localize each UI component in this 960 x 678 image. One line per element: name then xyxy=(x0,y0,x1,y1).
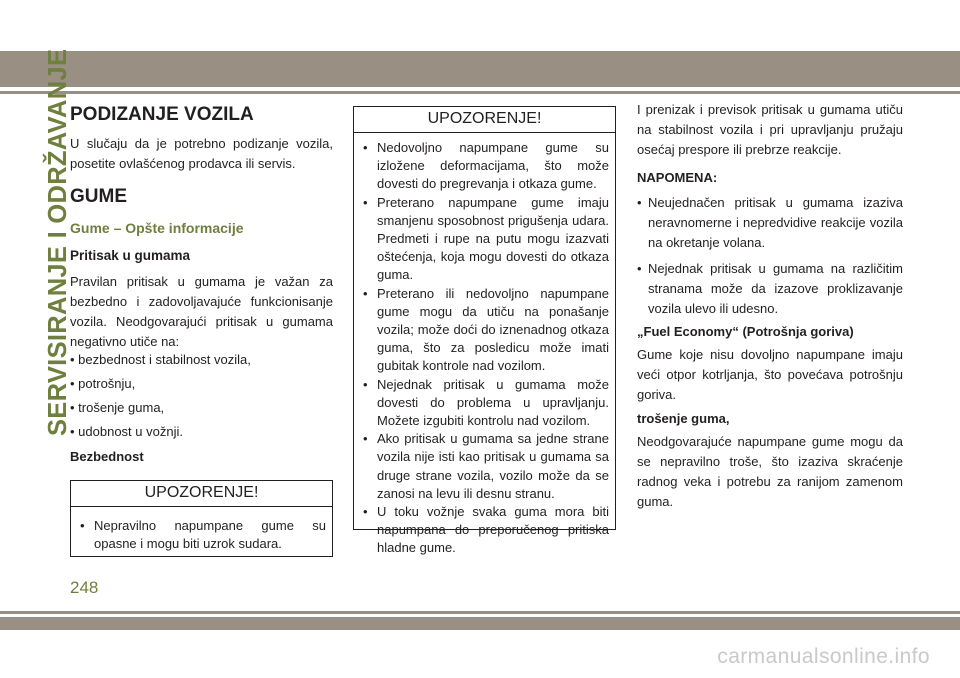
note-item: • Nejednak pritisak u gumama na različitim stranama može da izazove proklizavanje vozila ulevo ili udesno. xyxy=(637,259,903,319)
warning-title: UPOZORENJE! xyxy=(71,481,332,507)
header-band xyxy=(0,51,960,87)
warning-item: • U toku vožnje svaka guma mora biti napumpana do preporučenog pritiska hladne gume. xyxy=(362,503,609,558)
section-side-title: SERVISIRANJE I ODRŽAVANJE xyxy=(44,48,72,436)
watermark: carmanualsonline.info xyxy=(717,645,930,668)
warning-item: • Nepravilno napumpane gume su opasne i mogu biti uzrok sudara. xyxy=(79,517,326,553)
lifting-paragraph: U slučaju da je potrebno podizanje vozila, posetite ovlašćenog prodavca ili servis. xyxy=(70,136,333,171)
note-label: NAPOMENA: xyxy=(637,170,718,185)
warning-box-pressure xyxy=(353,106,616,556)
note-item: • Neujednačen pritisak u gumama izaziva neravnomerne i nepredvidive reakcije vozila na okretanje volana. xyxy=(637,193,903,253)
pressure-effects-paragraph: I prenizak i previsok pritisak u gumama utiču na stabilnost vozila i pri upravljanju pružaju osećaj prespore ili prebrze reakcije. xyxy=(637,102,903,157)
footer-band xyxy=(0,617,960,630)
heading-lifting: PODIZANJE VOZILA xyxy=(70,104,254,125)
heading-tires: GUME xyxy=(70,186,127,207)
warning-item: • Preterano ili nedovoljno napumpane gume mogu da utiču na ponašanje vozila; može doći do iznenadnog otkaza guma, što za posledicu može imati gubitak kontrole nad vozilom. xyxy=(362,285,609,376)
tire-wear-heading: trošenje guma, xyxy=(637,411,730,426)
safety-label: Bezbednost xyxy=(70,449,144,464)
tire-wear-paragraph: Neodgovarajuće napumpane gume mogu da se nepravilno troše, što izaziva skraćenje radnog veka i potrebu za ranijom zamenom guma. xyxy=(637,434,903,509)
column-right xyxy=(637,100,903,512)
warning-item: • Preterano napumpane gume imaju smanjenu sposobnost prigušenja udara. Predmeti i rupe na putu mogu izazvati oštećenja, koja mogu dovesti do otkaza guma. xyxy=(362,194,609,285)
page-number: 248 xyxy=(70,578,99,597)
list-item: • udobnost u vožnji. xyxy=(70,424,183,439)
footer-rule xyxy=(0,611,960,614)
header-rule xyxy=(0,91,960,94)
list-item: • trošenje guma, xyxy=(70,400,165,415)
list-item: • potrošnju, xyxy=(70,376,136,391)
list-item: • bezbednost i stabilnost vozila, xyxy=(70,352,251,367)
warning-item: • Ako pritisak u gumama sa jedne strane vozila nije isti kao pritisak u gumama sa druge strane vozila, vozilo može da se zanosi na levu ili desnu stranu. xyxy=(362,430,609,503)
fuel-economy-heading: „Fuel Economy“ (Potrošnja goriva) xyxy=(637,324,854,339)
subheading-tire-pressure: Pritisak u gumama xyxy=(70,248,191,263)
warning-title: UPOZORENJE! xyxy=(354,107,615,133)
subheading-tires-general: Gume – Opšte informacije xyxy=(70,220,244,236)
warning-item: • Nejednak pritisak u gumama može dovesti do problema u upravljanju. Možete izgubiti kontrolu nad vozilom. xyxy=(362,376,609,431)
warning-box-safety xyxy=(70,480,333,557)
fuel-economy-paragraph: Gume koje nisu dovoljno napumpane imaju veći otpor kotrljanja, što povećava potrošnju goriva. xyxy=(637,347,903,402)
pressure-paragraph: Pravilan pritisak u gumama je važan za bezbedno i zadovoljavajuće funkcionisanje vozila. Neodgovarajući pritisak u gumama negativno utiče na: xyxy=(70,274,333,349)
warning-item: • Nedovoljno napumpane gume su izložene deformacijama, što može dovesti do pregrevanja i otkaza gume. xyxy=(362,139,609,194)
note-list xyxy=(637,193,903,319)
